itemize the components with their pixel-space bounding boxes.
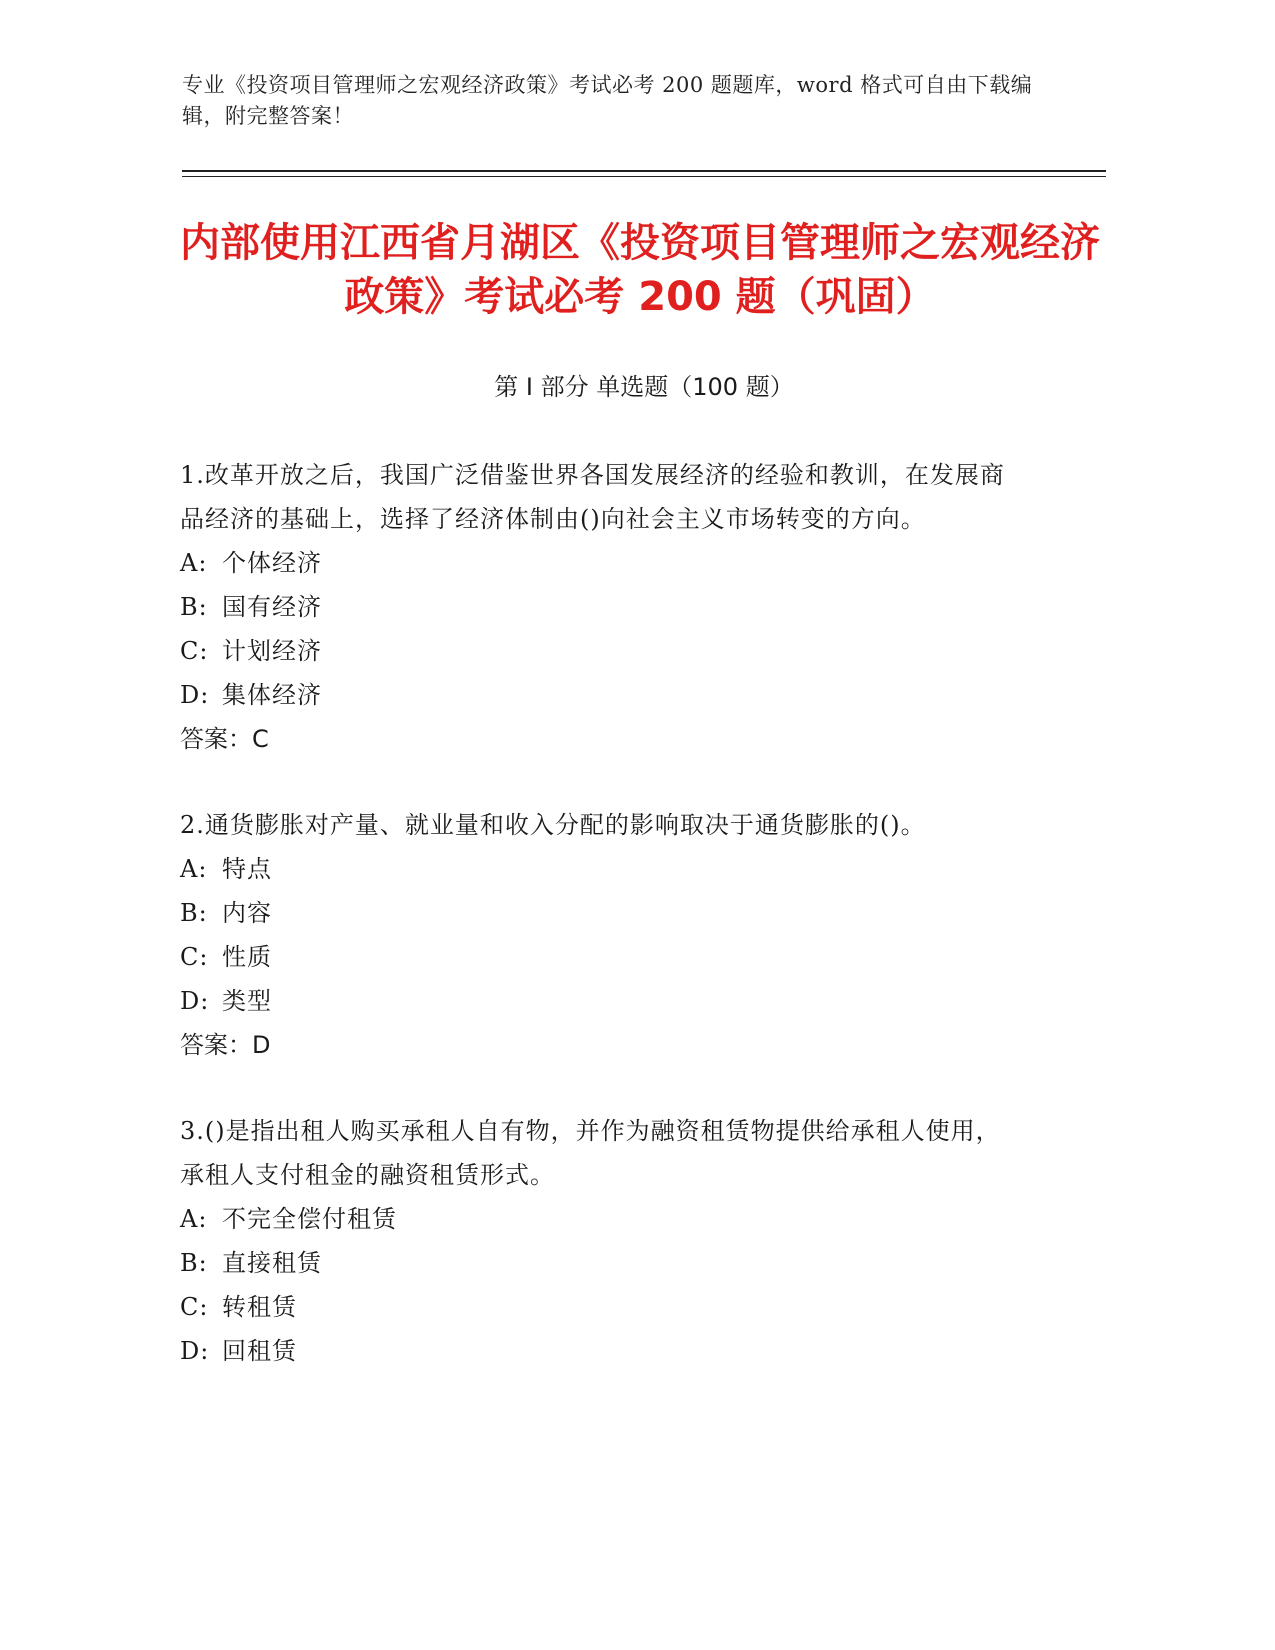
option-letter: A: [180, 1205, 208, 1233]
option-text: 不完全偿付租赁 [222, 1205, 397, 1233]
option-text: 集体经济 [222, 681, 322, 709]
question-2 [180, 803, 1020, 1067]
header-rule-thin [182, 176, 1106, 177]
answer-line: 答案：C [180, 725, 269, 753]
option-d [180, 673, 1020, 717]
question-1 [180, 453, 1020, 761]
option-c [180, 629, 1020, 673]
section-title: 第 I 部分 单选题（100 题） [494, 373, 794, 401]
option-text: 个体经济 [222, 549, 322, 577]
option-c [180, 935, 1020, 979]
option-text: 直接租赁 [222, 1249, 322, 1277]
option-letter: D: [180, 987, 210, 1015]
question-stem: 1.改革开放之后，我国广泛借鉴世界各国发展经济的经验和教训，在发展商品经济的基础上，选择了经济体制由()向社会主义市场转变的方向。 [180, 461, 1005, 533]
option-text: 特点 [222, 855, 272, 883]
option-d [180, 1329, 1020, 1373]
option-text: 性质 [222, 943, 272, 971]
option-b [180, 1241, 1020, 1285]
option-letter: C: [180, 637, 209, 665]
option-text: 回租赁 [222, 1337, 297, 1365]
question-3 [180, 1109, 1020, 1373]
header-rule-thick [182, 170, 1106, 172]
option-a [180, 847, 1020, 891]
option-text: 内容 [222, 899, 272, 927]
option-letter: B: [180, 593, 208, 621]
header-note: 专业《投资项目管理师之宏观经济政策》考试必考 200 题题库，word 格式可自由下载编辑，附完整答案！ [182, 73, 1033, 128]
option-letter: B: [180, 899, 208, 927]
option-letter: B: [180, 1249, 208, 1277]
option-letter: C: [180, 1293, 209, 1321]
option-letter: D: [180, 1337, 210, 1365]
option-text: 计划经济 [222, 637, 322, 665]
question-stem: 3.()是指出租人购买承租人自有物，并作为融资租赁物提供给承租人使用，承租人支付租金的融资租赁形式。 [180, 1117, 1001, 1189]
option-letter: C: [180, 943, 209, 971]
answer-line: 答案：D [180, 1031, 271, 1059]
option-a [180, 1197, 1020, 1241]
question-stem: 2.通货膨胀对产量、就业量和收入分配的影响取决于通货膨胀的()。 [180, 811, 926, 839]
option-b [180, 585, 1020, 629]
option-b [180, 891, 1020, 935]
option-d [180, 979, 1020, 1023]
option-text: 类型 [222, 987, 272, 1015]
option-c [180, 1285, 1020, 1329]
option-letter: D: [180, 681, 210, 709]
option-text: 国有经济 [222, 593, 322, 621]
option-a [180, 541, 1020, 585]
document-title: 内部使用江西省月湖区《投资项目管理师之宏观经济政策》考试必考 200 题（巩固） [180, 220, 1100, 320]
question-list [180, 453, 1020, 1415]
option-text: 转租赁 [222, 1293, 297, 1321]
option-letter: A: [180, 549, 208, 577]
option-letter: A: [180, 855, 208, 883]
